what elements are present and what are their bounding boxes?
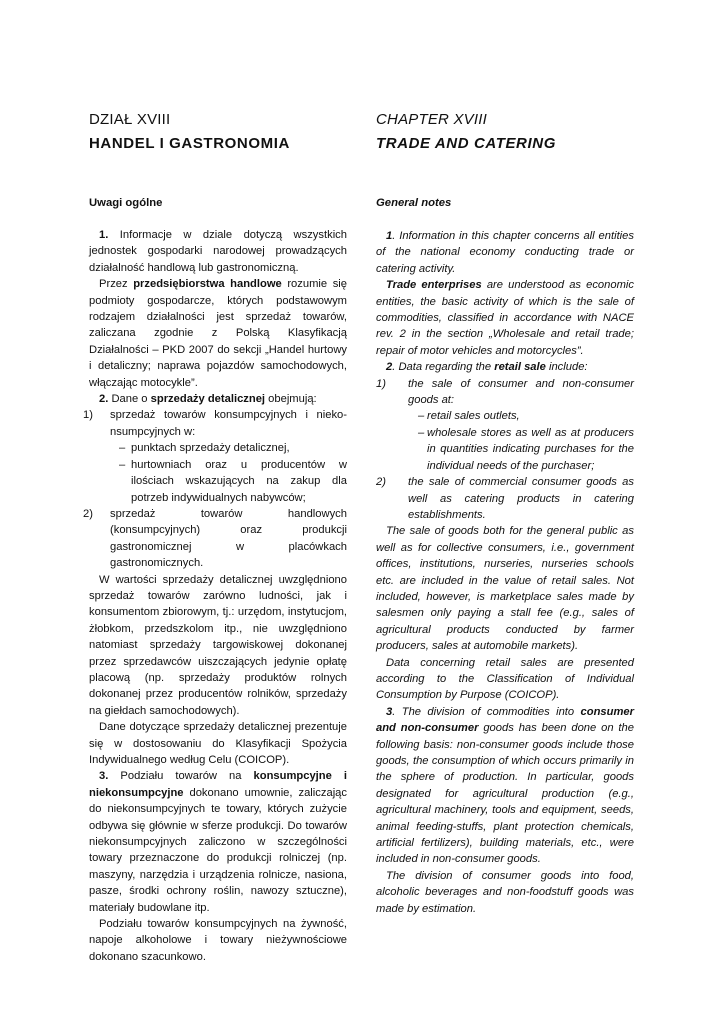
list-number: 2): [376, 476, 386, 489]
dash-marker: –: [418, 426, 425, 439]
paragraph-5: Data concerning retail sales are presented according to the Classification of Individual Consumption by Purpose (COICOP).: [376, 656, 634, 702]
section-number: CHAPTER XVIII: [376, 111, 487, 128]
sub-list-item: [119, 440, 347, 456]
list-text: retail sales outlets,: [427, 410, 520, 423]
paragraph-4: W wartości sprzedaży detalicznej uwzględniono sprzedaż towarów zarówno ludności, jak i konsumentom zbiorowym, tj.: urzędom, instytucjom, żłobkom, przedszkolom itp., nie uwzględniono natomiast sprzedaży targowiskowej dokonanej przez sprzedawców uiszczających jedynie opłatę placową (np. sprzedaży produktów rolnych dokonanej przez producentów rolników, sprzedaży na giełdach samochodowych).: [89, 573, 347, 717]
term-bold: przedsiębiorstwa handlowe: [133, 278, 282, 291]
item-number: 3: [386, 705, 393, 718]
list-text: the sale of commercial consumer goods as well as catering products in catering establishments.: [408, 476, 634, 521]
notes-body: [376, 228, 634, 917]
paragraph-7: The division of consumer goods into food, alcoholic beverages and non-foodstuff goods was made by estimation.: [376, 869, 634, 915]
paragraph-text: . Information in this chapter concerns all entities of the national economy conducting trade or catering activity.: [376, 230, 634, 275]
item-number: 1.: [99, 229, 109, 241]
paragraph-1: [89, 227, 347, 276]
paragraph-2: [376, 277, 634, 359]
dash-marker: –: [119, 458, 126, 471]
term-bold: sprzedaży detalicznej: [150, 393, 266, 406]
section-title: HANDEL I GASTRONOMIA: [89, 135, 290, 152]
list-item: [83, 407, 347, 440]
paragraph-6: [89, 768, 347, 916]
paragraph-text: Dane o: [108, 393, 151, 406]
sub-list-item: [418, 425, 634, 474]
term-bold: konsumpcyjne i niekonsumpcyjne: [89, 770, 347, 799]
paragraph-6: [376, 704, 634, 868]
notes-heading: Uwagi ogólne: [89, 197, 163, 209]
list-item: [376, 474, 634, 523]
list-text: sprzedaż towarów handlowych (konsumpcyjnych) oraz produkcji gastronomicznej w placówkach gastronomicznych.: [110, 507, 347, 570]
paragraph-text: Przez: [99, 278, 134, 291]
paragraph-text: are understood as economic entities, the basic activity of which is the sale of commodities, classified in accordance with NACE rev. 2 in the section „Wholesale and retail trade; repair of motor vehicles and motorcycles”.: [376, 279, 634, 357]
paragraph-text: obejmują:: [265, 393, 317, 406]
item-number: 1: [386, 230, 393, 242]
list-number: 2): [83, 507, 93, 520]
list-number: 1): [83, 409, 93, 422]
list-text: punktach sprzedaży detalicznej,: [131, 442, 290, 455]
paragraph-text: . The division of commodities into: [392, 705, 581, 718]
sub-list-item: [418, 408, 634, 424]
paragraph-text: include:: [545, 361, 588, 374]
item-number: 3.: [99, 770, 109, 783]
term-bold: retail sale: [494, 361, 546, 374]
paragraph-text: . Data regarding the: [392, 361, 495, 374]
paragraph-7: Podziału towarów konsumpcyjnych na żywność, napoje alkoholowe i towary nieżywnościowe dokonano szacunkowo.: [89, 918, 347, 963]
dash-marker: –: [119, 442, 126, 455]
paragraph-3: [89, 391, 347, 407]
paragraph-text: Podziału towarów na: [108, 770, 254, 783]
paragraph-4: The sale of goods both for the general public as well as for collective consumers, i.e., government offices, institutions, nurseries, nurseries schools etc. are included in the value of retail sales. Not included, however, is marketplace sales made by salesmen only paying a stall fee (e.g., sales of agricultural products conducted by farmer producers, sales at automobile markets).: [376, 525, 634, 653]
item-number: 2.: [99, 393, 109, 406]
paragraph-text: rozumie się podmioty gospodarcze, których podstawowym rodzajem działalności jest sprzedaż towarów, zaliczana zgodnie z Polską Klasyfikacją Działalności – PKD 2007 do sekcji „Handel hurtowy i detaliczny; naprawa pojazdów samochodowych, włączając motocykle”.: [89, 278, 347, 389]
section-number: DZIAŁ XVIII: [89, 111, 171, 128]
list-number: 1): [376, 377, 386, 390]
notes-body: [83, 227, 347, 965]
paragraph-2: [89, 276, 347, 391]
list-item: [83, 506, 347, 572]
item-number: 2: [386, 361, 393, 374]
section-title: TRADE AND CATERING: [376, 135, 556, 152]
paragraph-5: Dane dotyczące sprzedaży detalicznej prezentuje się w dostosowaniu do Klasyfikacji Spożycia Indywidualnego według Celu (COICOP).: [89, 721, 347, 766]
dash-marker: –: [418, 410, 425, 423]
list-text: sprzedaż towarów konsumpcyjnych i niekonsumpcyjnych w:: [110, 409, 347, 438]
paragraph-text: dokonano umownie, zaliczając do niekonsumpcyjnych te towary, których zużycie odbywa się głównie w sferze produkcji. Do towarów niekonsumpcyjnych zaliczono w szczególności towary przeznaczone do produkcji rolniczej (np. maszyny, narzędzia i urządzenia rolnicze, nasiona, pasze, środki ochrony roślin, nawozy sztuczne), materiały budowlane itp.: [89, 786, 347, 914]
list-text: hurtowniach oraz u producentów w ilościach wskazujących na zakup dla potrzeb indywidualnych nabywców;: [131, 458, 347, 504]
list-text: the sale of consumer and non-consumer goods at:: [408, 377, 634, 407]
paragraph-text: Informacje w dziale dotyczą wszystkich jednostek gospodarki narodowej prowadzących działalność handlową lub gastronomiczną.: [89, 229, 347, 274]
paragraph-1: [376, 228, 634, 277]
term-bold: Trade enterprises: [386, 279, 482, 292]
notes-heading: General notes: [376, 197, 452, 209]
list-item: [376, 376, 634, 409]
list-text: wholesale stores as well as at producers in quantities indicating purchases for the individual needs of the purchaser;: [427, 426, 634, 472]
term-bold: consumer and non-consumer: [376, 705, 634, 735]
paragraph-text: goods has been done on the following basis: non-consumer goods include those goods, the consumption of which occurs primarily in the sphere of production. In particular, goods designated for agricultural production (e.g., agricultural machinery, tools and equipment, seeds, animal feeding-stuffs, plant protection chemicals, artificial fertilizers), building materials, etc., were included in non-consumer goods.: [376, 722, 634, 866]
paragraph-3: [376, 359, 634, 375]
sub-list-item: [119, 457, 347, 506]
